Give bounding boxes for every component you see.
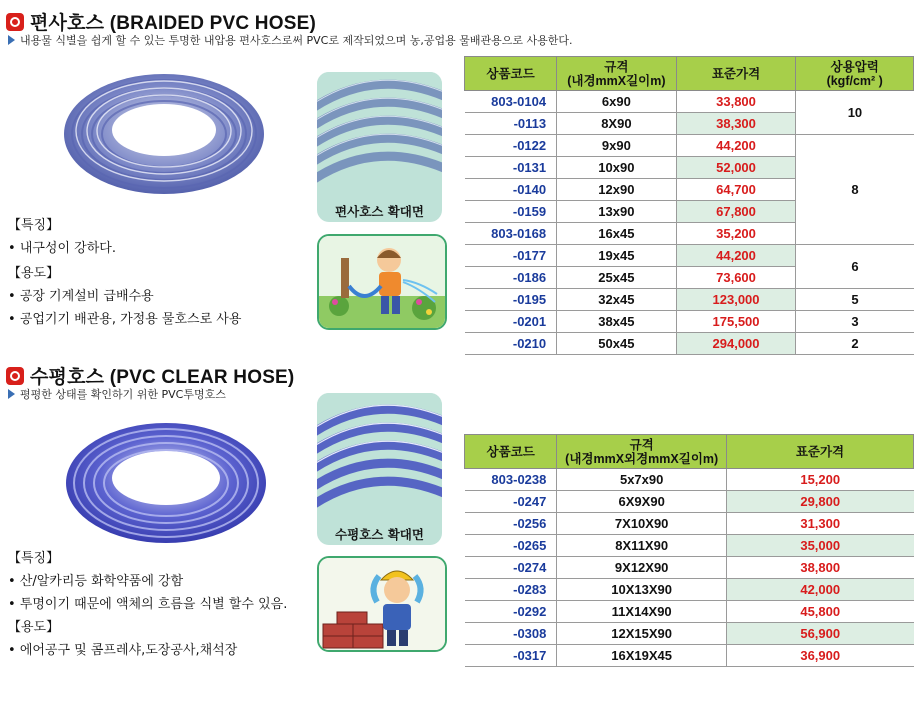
product-code: -0210 [465, 333, 557, 355]
table-row [465, 245, 914, 267]
price: 44,200 [676, 245, 796, 267]
price: 44,200 [676, 135, 796, 157]
product-code: -0265 [465, 535, 557, 557]
use-item: • 공장 기계설비 급배수용 [8, 285, 241, 308]
spec-size: 7X10X90 [557, 513, 727, 535]
price: 36,900 [726, 645, 913, 667]
clear-hose-photo [60, 418, 272, 548]
table-row [465, 469, 914, 491]
product-code: -0247 [465, 491, 557, 513]
watering-cartoon-image [319, 236, 445, 328]
pressure: 2 [796, 333, 914, 355]
pressure: 6 [796, 245, 914, 289]
product-code: -0201 [465, 311, 557, 333]
worker-cartoon-image [319, 558, 445, 650]
section-bullet-icon [6, 13, 24, 31]
table-row [465, 535, 914, 557]
spec-size: 5x7x90 [557, 469, 727, 491]
feature-item: • 투명이기 때문에 액체의 흐름을 식별 할수 있음. [8, 593, 287, 616]
product-code: -0317 [465, 645, 557, 667]
spec-size: 12x90 [557, 179, 677, 201]
triangle-bullet-icon [8, 389, 15, 399]
clear-description [8, 386, 226, 402]
braided-spec-table [464, 56, 914, 355]
use-item: • 공업기기 배관용, 가정용 물호스로 사용 [8, 308, 241, 331]
price: 35,200 [676, 223, 796, 245]
table-row [465, 645, 914, 667]
braided-closeup-card [317, 72, 442, 222]
product-code: -0131 [465, 157, 557, 179]
feature-item: • 내구성이 강하다. [8, 237, 241, 260]
price: 56,900 [726, 623, 913, 645]
spec-size: 11X14X90 [557, 601, 727, 623]
price: 294,000 [676, 333, 796, 355]
price: 45,800 [726, 601, 913, 623]
features-heading: 【특징】 [8, 218, 60, 233]
clear-desc-text: 평평한 상태를 확인하기 위한 PVC투명호스 [20, 388, 226, 401]
price: 64,700 [676, 179, 796, 201]
product-code: -0140 [465, 179, 557, 201]
price: 29,800 [726, 491, 913, 513]
clear-section-title [6, 362, 294, 389]
col-header-price: 표준가격 [726, 435, 913, 469]
spec-size: 13x90 [557, 201, 677, 223]
pressure: 8 [796, 135, 914, 245]
product-code: -0186 [465, 267, 557, 289]
braided-features [8, 214, 241, 331]
clear-features [8, 547, 287, 662]
table-row [465, 601, 914, 623]
table-row [465, 91, 914, 113]
pressure: 5 [796, 289, 914, 311]
spec-size: 8X90 [557, 113, 677, 135]
worker-illustration [317, 556, 447, 652]
price: 15,200 [726, 469, 913, 491]
clear-closeup-label: 수평호스 확대면 [335, 527, 424, 542]
price: 31,300 [726, 513, 913, 535]
product-code: 803-0168 [465, 223, 557, 245]
product-code: -0195 [465, 289, 557, 311]
spec-size: 6X9X90 [557, 491, 727, 513]
spec-size: 16x45 [557, 223, 677, 245]
braided-hose-photo [58, 68, 270, 200]
table-row [465, 135, 914, 157]
spec-size: 12X15X90 [557, 623, 727, 645]
price: 73,600 [676, 267, 796, 289]
spec-size: 19x45 [557, 245, 677, 267]
product-code: -0308 [465, 623, 557, 645]
braided-closeup-label: 편사호스 확대면 [335, 204, 424, 219]
col-header-pressure: 상용압력 (kgf/cm² ) [796, 57, 914, 91]
price: 175,500 [676, 311, 796, 333]
spec-size: 10X13X90 [557, 579, 727, 601]
spec-size: 25x45 [557, 267, 677, 289]
price: 42,000 [726, 579, 913, 601]
braided-title: 편사호스 (BRAIDED PVC HOSE) [30, 13, 316, 34]
product-code: -0256 [465, 513, 557, 535]
table-row [465, 513, 914, 535]
product-code: -0113 [465, 113, 557, 135]
col-header-size: 규격 (내경mmX외경mmX길이m) [557, 435, 727, 469]
clear-closeup-card [317, 393, 442, 545]
braided-hose-coil-image [58, 68, 270, 200]
spec-size: 10x90 [557, 157, 677, 179]
price: 52,000 [676, 157, 796, 179]
product-code: -0122 [465, 135, 557, 157]
gardener-illustration [317, 234, 447, 330]
use-item: • 에어공구 및 콤프레샤,도장공사,채석장 [8, 639, 287, 662]
table-row [465, 491, 914, 513]
braided-section-title [6, 8, 316, 35]
product-code: -0292 [465, 601, 557, 623]
table-row [465, 557, 914, 579]
price: 67,800 [676, 201, 796, 223]
pressure: 3 [796, 311, 914, 333]
uses-heading: 【용도】 [8, 620, 60, 635]
clear-spec-table [464, 434, 914, 667]
price: 33,800 [676, 91, 796, 113]
product-code: 803-0238 [465, 469, 557, 491]
table-row [465, 311, 914, 333]
section-bullet-icon [6, 367, 24, 385]
price: 123,000 [676, 289, 796, 311]
spec-size: 6x90 [557, 91, 677, 113]
product-code: -0274 [465, 557, 557, 579]
spec-size: 9X12X90 [557, 557, 727, 579]
product-code: 803-0104 [465, 91, 557, 113]
clear-hose-coil-image [60, 418, 272, 548]
price: 38,300 [676, 113, 796, 135]
spec-size: 38x45 [557, 311, 677, 333]
product-code: -0159 [465, 201, 557, 223]
col-header-code: 상품코드 [465, 435, 557, 469]
table-row [465, 333, 914, 355]
spec-size: 8X11X90 [557, 535, 727, 557]
braided-desc-text: 내용물 식별을 쉽게 할 수 있는 투명한 내압용 편사호스로써 PVC로 제작되었으며 농,공업용 물배관용으로 사용한다. [20, 34, 573, 47]
spec-size: 32x45 [557, 289, 677, 311]
features-heading: 【특징】 [8, 551, 60, 566]
price: 38,800 [726, 557, 913, 579]
col-header-size: 규격 (내경mmX길이m) [557, 57, 677, 91]
uses-heading: 【용도】 [8, 266, 60, 281]
pressure: 10 [796, 91, 914, 135]
product-code: -0177 [465, 245, 557, 267]
table-row [465, 623, 914, 645]
col-header-code: 상품코드 [465, 57, 557, 91]
price: 35,000 [726, 535, 913, 557]
braided-closeup-image [317, 72, 442, 192]
table-row [465, 289, 914, 311]
feature-item: • 산/알카리등 화학약품에 강함 [8, 570, 287, 593]
triangle-bullet-icon [8, 35, 15, 45]
spec-size: 16X19X45 [557, 645, 727, 667]
clear-closeup-image [317, 393, 442, 515]
col-header-price: 표준가격 [676, 57, 796, 91]
product-code: -0283 [465, 579, 557, 601]
clear-title: 수평호스 (PVC CLEAR HOSE) [30, 367, 295, 388]
table-row [465, 579, 914, 601]
spec-size: 50x45 [557, 333, 677, 355]
spec-size: 9x90 [557, 135, 677, 157]
braided-description [8, 32, 572, 48]
